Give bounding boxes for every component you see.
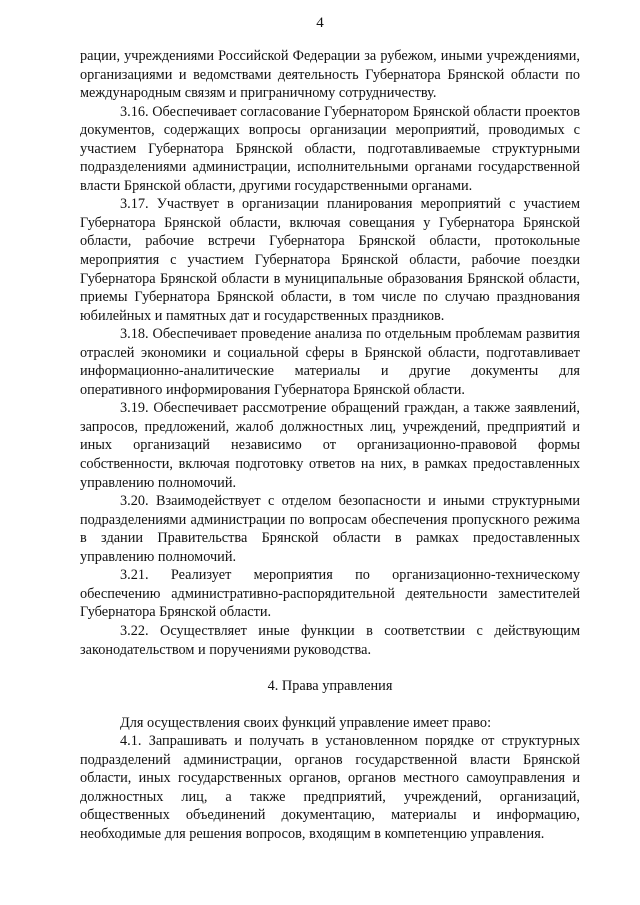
paragraph-3-18: 3.18. Обеспечивает проведение анализа по отдельным проблемам развития отраслей экономики и социальной сферы в Брянской области, подготавливает информационно-аналитические материалы и другие документы для оперативного информирования Губернатора Брянской области. bbox=[80, 326, 580, 398]
page-number: 4 bbox=[316, 15, 324, 31]
paragraph-3-22: 3.22. Осуществляет иные функции в соответствии с действующим законодательством и поручениями руководства. bbox=[80, 622, 580, 658]
paragraph-4-1: 4.1. Запрашивать и получать в установленном порядке от структурных подразделений администрации, органов государственной власти Брянской области, иных государственных органов, органов местного самоуправления и должностных лиц, а также предприятий, учреждений, организаций, общественных объединений документацию, материалы и информацию, необходимые для решения вопросов, входящим в компетенцию управления. bbox=[80, 733, 580, 842]
paragraph-3-21: 3.21. Реализует мероприятия по организационно-техническому обеспечению административно-распорядительной деятельности заместителей Губернатора Брянской области. bbox=[80, 567, 580, 621]
section-title: 4. Права управления bbox=[267, 678, 393, 695]
paragraph-3-17: 3.17. Участвует в организации планирования мероприятий с участием Губернатора Брянской области, включая совещания у Губернатора Брянской области, рабочие встречи Губернатора Брянской области, протокольные мероприятия с участием Губернатора Брянской области, рабочие поездки Губернатора Брянской области в муниципальные образования Брянской области, приемы Губернатора Брянской области, в том числе по случаю празднования юбилейных и памятных дат и государственных праздников. bbox=[80, 196, 580, 324]
paragraph-3-16: 3.16. Обеспечивает согласование Губернатором Брянской области проектов документов, содержащих вопросы организации мероприятий, проводимых с участием Губернатора Брянской области, подготавливаемые структурными подразделениями администрации, исполнительными органами государственной власти Брянской области, другими государственными органами. bbox=[80, 103, 580, 194]
paragraph-continuation: рации, учреждениями Российской Федерации за рубежом, иными учреждениями, организациями и ведомствами деятельность Губернатора Брянской области по международным связям и приграничному сотрудничеству. bbox=[80, 48, 580, 102]
paragraph-3-20: 3.20. Взаимодействует с отделом безопасности и иными структурными подразделениями администрации по вопросам обеспечения пропускного режима в здании Правительства Брянской области в рамках предоставленных управлению полномочий. bbox=[80, 493, 580, 565]
paragraph-3-19: 3.19. Обеспечивает рассмотрение обращений граждан, а также заявлений, запросов, предложений, жалоб должностных лиц, учреждений, предприятий и иных организаций независимо от организационно-правовой формы собственности, включая подготовку ответов на них, в рамках предоставленных управлению полномочий. bbox=[80, 400, 580, 491]
document-body bbox=[80, 47, 580, 843]
section-intro: Для осуществления своих функций управление имеет право: bbox=[120, 714, 492, 731]
